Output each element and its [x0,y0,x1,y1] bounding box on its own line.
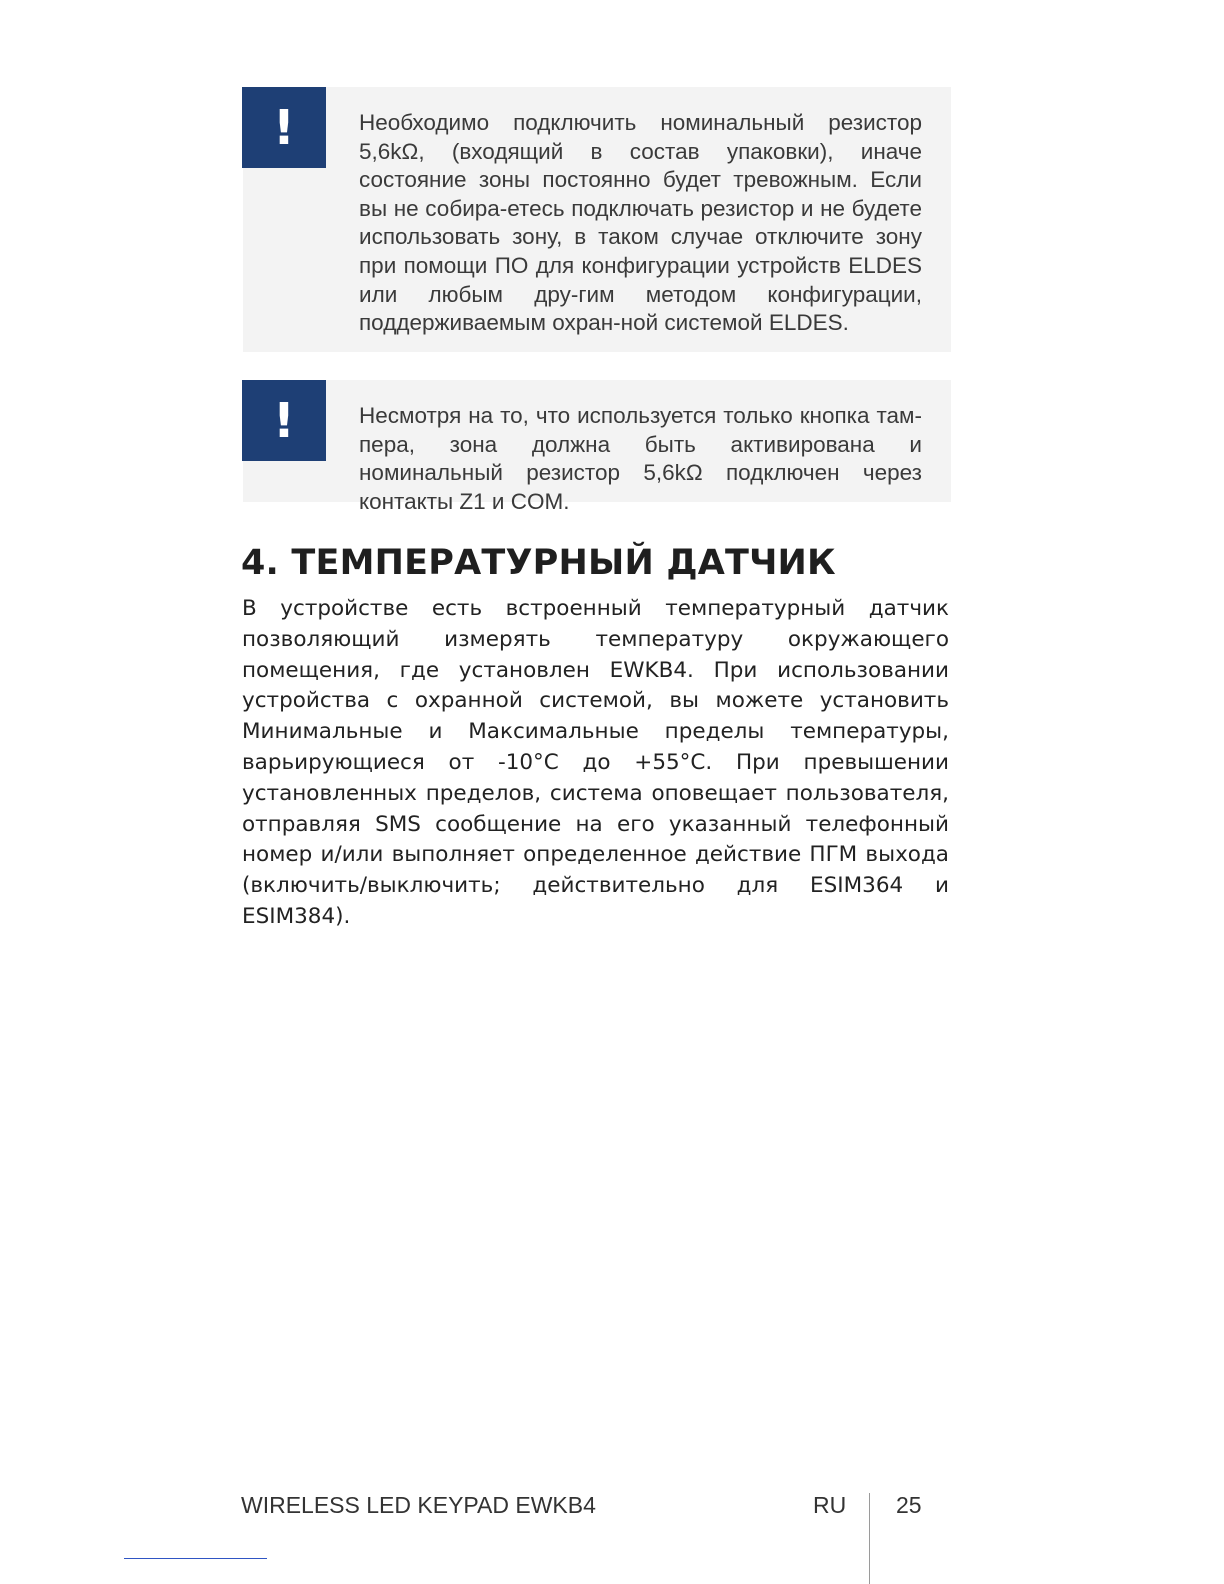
footer-divider [869,1493,870,1584]
exclamation-icon: ! [242,380,326,461]
warning-note-resistor [243,87,951,352]
warning-note-tamper [243,380,951,514]
footer-document-title: WIRELESS LED KEYPAD EWKB4 [241,1492,596,1518]
footer-language: RU [813,1492,847,1518]
exclamation-icon: ! [242,87,326,168]
section-heading: 4. ТЕМПЕРАТУРНЫЙ ДАТЧИК [241,543,836,583]
warning-note-text: Несмотря на то, что используется только кнопка там-пера, зона должна быть активирована и номинальный резистор 5,6kΩ подключен через контакты Z1 и COM. [359,403,922,514]
section-body: В устройстве есть встроенный температурный датчик позволяющий измерять температуру окружающего помещения, где установлен EWKB4. При использовании устройства с охранной системой, вы можете установить Минимальные и Максимальные пределы температуры, варьирующиеся от -10°C до +55°C. При превышении установленных пределов, система оповещает пользователя, отправляя SMS сообщение на его указанный телефонный номер и/или выполняет определенное действие ПГМ выхода (включить/выключить; действительно для ESIM364 и ESIM384). [242,596,949,929]
warning-note-text: Необходимо подключить номинальный резистор 5,6kΩ, (входящий в состав упаковки), иначе состояние зоны постоянно будет тревожным. Если вы не собира-етесь подключать резистор и не будете использовать зону, в таком случае отключите зону при помощи ПО для конфигурации устройств ELDES или любым дру-гим методом конфигурации, поддерживаемым охран-ной системой ELDES. [359,110,922,336]
page-number: 25 [896,1492,922,1518]
footnote-rule [124,1558,267,1559]
